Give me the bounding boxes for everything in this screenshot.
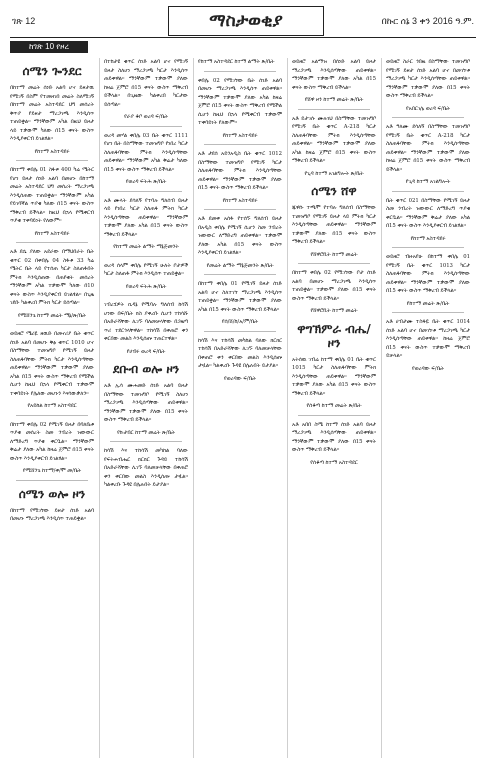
notice-separator bbox=[16, 415, 88, 416]
notice-separator bbox=[392, 247, 464, 248]
notice-issuer: የከተማ አስተዳደሩ bbox=[222, 132, 258, 139]
notice-text: ጁዋሱ ተጫሞ የተባሉ ግለሰብ በስማቸው ተመዝግቦ የሚገኝ ይዞታ ላይ ምትክ ካርታ እንዲሰጣቸው ጠይቀዋል። ማንኛውም ተቃውሞ ያለው በ15 ቀናት ውስጥ ማቅረብ ይችላል። bbox=[292, 205, 376, 245]
notice-separator bbox=[204, 71, 276, 72]
notice-issuer: የሸዋ ዞን ከተማ መሬት ጽ/ቤት bbox=[304, 97, 364, 103]
notice-issuer: የከተማ አስተዳደሩ bbox=[222, 197, 258, 204]
notice-separator bbox=[110, 441, 182, 442]
notice-issuer: የአይከል ከተማ አስተዳደር bbox=[27, 403, 77, 409]
continued-label: ከገጽ 10 የዞረ bbox=[10, 41, 88, 53]
notice-issuer: የወረዳው ፍ/ቤት bbox=[224, 375, 256, 382]
column-1 bbox=[10, 58, 94, 758]
notice-separator bbox=[392, 191, 464, 192]
notice-issuer: የኩታበር ከተማ መሬት ጽ/ቤት bbox=[117, 429, 175, 436]
notice-text: በከተማ ቀበሌ 01 የሚገኝ ይዞታ ሰነድ አልባ ሆኖ ስለተገኘ ማረጋገጫ እንዲሰጥ ተጠይቋል። ማንኛውም ተቃውሞ ያለው አካል በ15 ቀናት ውስጥ ማቅረብ ይችላል። bbox=[198, 281, 282, 313]
notice-issuer: የመሬት ልማት ማኔጅመንት ጽ/ቤት bbox=[206, 262, 274, 269]
notice-issuer: የከተማ መሬት ልማት ማኔጅመንት bbox=[113, 244, 179, 250]
notice-text: ወይዘሮ ሜሪዬ ዘዉድ በመኖሪያ ቤት ቁጥር ሰነድ አልባ በመሆኑ ቅፅ ቁጥር 1010 ሆኖ በስማቸው ተመዝግቦ የሚገኝ ይዞታ ስለጠፋባቸው ምትክ ካርታ እንዲሰጣቸው ጠይቀዋል። ማንኛውም ተቃውሞ ያለው አካል በ15 ቀናት ውስጥ ማቅረብ የሚችል ሲሆን ከዚህ በኋላ የሚቀርብ ተቃውሞ ተቀባይነት የሌለው መሆኑን እናሳውቃለን። bbox=[10, 331, 94, 397]
notice-separator bbox=[204, 144, 276, 145]
region-heading: ሰሜን ወሎ ዞን bbox=[18, 486, 86, 501]
notice-text: አቶ ይታገሱ ሙሉነህ በስማቸው ተመዝግቦ የሚገኝ ቤት ቁጥር A-218 ካርታ ስለጠፋባቸው ምትክ እንዲሰጣቸው ጠይቀዋል። ማንኛውም ተቃውሞ ያለው አካል ከዛሬ ጀምሮ በ15 ቀናት ውስጥ ማቅረብ ይችላል። bbox=[292, 115, 376, 164]
column-5 bbox=[386, 58, 470, 758]
column-divider bbox=[193, 58, 194, 758]
notice-issuer: የራያ ቆቦ ወረዳ ፍ/ቤት bbox=[124, 114, 168, 120]
page-header bbox=[10, 6, 476, 36]
notice-separator bbox=[16, 242, 88, 243]
notice-separator bbox=[392, 312, 464, 313]
notice-text: አቶ ታደሰ አይንአዲስ ቤት ቁጥር 1012 በስማቸው ተመዝግቦ የሚገኝ ካርታ ስለጠፋባቸው ምትክ እንዲሰጣቸው ጠይቀዋል። ማንኛውም ተቃውሞ ያለው በ15 ቀናት ውስጥ ማቅረብ ይችላል። bbox=[198, 151, 282, 191]
column-divider bbox=[381, 58, 382, 758]
notice-issuer: የወረዳ ፍትሕ ጽ/ቤት bbox=[125, 179, 167, 185]
region-heading: ሰሜን ጐንደር bbox=[22, 64, 82, 78]
notice-text: ቀበሌ 02 የሚገኘው ቤት ሰነድ አልባ በመሆኑ ማረጋገጫ እንዲሰጥ ጠይቀዋል። ማንኛውም ተቃውሞ ያለው አካል ከዛሬ ጀምሮ በ15 ቀናት ውስጥ ማቅረብ የሚችል ሲሆን ከዚህ በኋላ የሚቀርብ ተቃውሞ ተቀባይነት የለውም። bbox=[198, 77, 282, 126]
notice-text: በከተማ ቀበሌ 02 የሚገኘው ቦታ ሰነድ አልባ በመሆኑ ማረጋገጫ እንዲሰጥ ተጠይቋል። ተቃውሞ ያለው በ15 ቀናት ውስጥ ማቅረብ ይችላል። bbox=[292, 270, 376, 302]
notice-issuer: የሸዋሮቢት ከተማ መሬት bbox=[310, 308, 358, 314]
notice-text: በከተማ መሬት ሰነድ አልባ ሆኖ ይዞታዉ የሚገኝ በስም የተመዘገበ መሬት ስለሚገኝ በከተማ መሬት አስተዳደር ህግ መሰረት ቅጥያ የይዞታ ማረጋገጫ እንዲሰጥ ተጠይቋል። ማንኛውም አካል በዚህ ይዞታ ላይ ተቃውሞ ካለው በ15 ቀናት ውስጥ እንዲያቀርብ ይገልፃል። bbox=[10, 85, 94, 142]
notice-issuer: የሀብሩ ወረዳ ፍ/ቤት bbox=[126, 348, 166, 355]
notice-text: አቶ ዓለሙ ደሳለኝ በስማቸው ተመዝግቦ የሚገኝ ቤት ቁጥር A-218 ካርታ ስለጠፋባቸው ምትክ እንዲሰጣቸው ጠይቀዋል። ማንኛውም ተቃውሞ ያለው ከዛሬ ጀምሮ በ15 ቀናት ውስጥ ማቅረብ ይችላል። bbox=[386, 124, 470, 173]
issue-dateline: በኩር ሰኔ 3 ቀን 2016 ዓ.ም. bbox=[381, 16, 474, 26]
notice-issuer: የከተማ አስተዳደሩ bbox=[34, 148, 70, 155]
region-heading: ዋግኽምራ ብሔ/ዞን bbox=[297, 321, 371, 350]
notice-text: ቤት ቁጥር 021 በስማቸው የሚገኝ ይዞታ ስመ ንብረት ዝውውር ለማድረግ ጥያቄ ቀርቧል። ማንኛውም ቅሬታ ያለው አካል በ15 ቀናት ውስጥ እንዲያቀርብ ይገልፃል። bbox=[386, 197, 470, 229]
column-divider bbox=[287, 58, 288, 758]
notice-text: በከተማ ቀበሌ 02 የሚገኝ ይዞታ በባለቤቱ ጥያቄ መሰረት ስመ ንብረት ዝውውር ለማድረግ ጥያቄ ቀርቧል። ማንኛውም ቅሬታ ያለው አካል ከዛሬ ጀምሮ በ15 ቀናት ውስጥ እንዲያቀርብ ይገልፃል። bbox=[10, 421, 94, 462]
notice-separator bbox=[298, 109, 370, 110]
notice-text: አቶ አበበ ስሜ ከተማ ሰነድ አልባ ይዞታ ማረጋገጫ እንዲሰጣቸው ጠይቀዋል። ማንኛውም ተቃውሞ ያለው በ15 ቀናት ውስጥ ማቅረብ ይችላል። bbox=[292, 421, 376, 453]
notice-text: ወይዘሮ አልማዝ በሰነድ አልባ ይዞታ ማረጋገጫ እንዲሰጣቸው ጠይቀዋል። ማንኛውም ተቃውሞ ያለው አካል በ15 ቀናት ውስጥ ማቅረብ ይችላል። bbox=[292, 59, 376, 91]
notice-text: ወረዳ ሰላም ቀበሌ የሚገኝ ሁለት ቦታዎች ካርታ ስለጠፋ ምትክ እንዲሰጥ ተጠይቋል። bbox=[104, 262, 188, 277]
region-heading: ሰሜን ሸዋ bbox=[311, 184, 357, 198]
notice-issuer: የከተማ አስተዳደሩ bbox=[34, 230, 70, 237]
notice-text: ከሳሽ እና ተከሳሽ መካከል ባለው ክርክር ተከሳሽ በአድራሻቸው ሊገኙ ባለመቻላቸው በቀጠሮ ቀን ቀርበው መልስ እንዲሰጡ ታዟል። ካልቀረቡ ጉዳዩ በሌሉበት ይታያል። bbox=[198, 337, 282, 369]
notice-text: አቶ ሀብታሙ ተስፋዬ ቤት ቁጥር 1014 ሰነድ አልባ ሆኖ በመገኘቱ ማረጋገጫ ካርታ እንዲሰጣቸው ጠይቀዋል። ከዛሬ ጀምሮ በ15 ቀናት ውስጥ ተቃውሞ ማቅረብ ይቻላል። bbox=[386, 319, 470, 359]
notice-issuer: የሰ/ሸ/ከ/አ/ም/ቤት bbox=[221, 319, 259, 325]
notice-separator bbox=[204, 331, 276, 332]
notice-text: በከተማ ቀበሌ 01 ስፋቱ 400 ካሬ ሜትር የሆነ ይዞታ ሰነድ አልባ በመሆኑ በከተማ መሬት አስተዳደር ህግ መሰረት ማረጋገጫ እንዲሰጠው ተጠይቋል። ማንኛውም አካል የይገባኛል ጥያቄ ካለው በ15 ቀናት ውስጥ ማቅረብ ይችላል። ከዚህ በኋላ የሚቀርብ ጥያቄ ተቀባይነት የለውም። bbox=[10, 167, 94, 224]
notice-issuer: የከተማ አስተዳደሩ bbox=[410, 235, 446, 242]
region-heading: ደቡብ ወሎ ዞን bbox=[112, 362, 180, 376]
notice-issuer: የሚሸንጌ ከተማ/ቀ/ሞ መ/ቤት bbox=[22, 468, 82, 474]
section-masthead: ማስታወቂያ bbox=[168, 6, 324, 36]
notice-text: ገብረሂዎት ኪዳኔ የሚባሉ ግለሰብ ከሳሽ ሆነው በፍ/ቤት ክስ ያቀረቡ ሲሆን ተከሳሹ በአድራሻቸው ሊገኙ ባለመቻላቸው በጋዜጣ ጥሪ ተደርጎላቸዋል። ተከሳሽ በቀጠሮ ቀን ቀርበው መልስ እንዲሰጡ ተጠርተዋል። bbox=[104, 302, 188, 342]
notice-issuer: የወረዳው ፍ/ቤት bbox=[412, 365, 444, 372]
notice-separator bbox=[110, 191, 182, 192]
notice-text: አቶ ኢሳ ሙሐመድ ሰነድ አልባ ይዞታ በስማቸው ተመዝግቦ የሚገኝ ስለሆነ ማረጋገጫ እንዲሰጣቸው ጠይቀዋል። ማንኛውም ተቃውሞ ያለው በ15 ቀናት ውስጥ ማቅረብ ይችላል። bbox=[104, 383, 188, 423]
notice-text: አቶ ሙላት ደሳለኝ የተባሉ ግለሰብ ይዞታ ላይ የነበረ ካርታ ስለጠፋ ምትክ ካርታ እንዲሰጣቸው ጠይቀዋል። ማንኛውም ተቃውሞ ያለው አካል በ15 ቀናት ውስጥ ማቅረብ ይችላል። bbox=[104, 197, 188, 238]
notice-issuer: የሸዋሮቢት ከተማ መሬት bbox=[310, 251, 358, 258]
notice-text: በከተማ የሚገኘው ይዞታ ሰነድ አልባ በመሆኑ ማረጋገጫ እንዲሰጥ ተጠይቋል። bbox=[10, 507, 94, 522]
notice-text: ወይዘሮ ብዙአየሁ በከተማ ቀበሌ 01 የሚገኝ ቤት ቁጥር 1013 ካርታ ስለጠፋባቸው ምትክ እንዲሰጣቸው ጠይቀዋል። ማንኛውም ተቃውሞ ያለው በ15 ቀናት ውስጥ ማቅረብ ይችላል። bbox=[386, 254, 470, 294]
notice-issuer: የሚሸንጌ ከተማ መሬት ማኔ/ጽ/ቤት bbox=[18, 312, 86, 319]
column-3 bbox=[198, 58, 282, 758]
column-4 bbox=[292, 58, 376, 758]
notice-separator bbox=[110, 256, 182, 257]
notice-separator bbox=[16, 160, 88, 161]
notice-issuer: የከተማ መሬት ጽ/ቤት bbox=[406, 300, 450, 307]
notice-text: ወረዳ መሃል ቀበሌ 03 ቤት ቁጥር 1111 የሆነ ቤት በስማቸው ተመዝግቦ የነበረ ካርታ ስለጠፋባቸው ምትክ እንዲሰጣቸው ጠይቀዋል። ማንኛውም አካል ቅሬታ ካለው በ15 ቀናት ውስጥ ማቅረብ ይችላል። bbox=[104, 132, 188, 173]
column-2 bbox=[104, 58, 188, 758]
header-rule bbox=[10, 37, 476, 38]
notice-text: ወይዘሮ ስራር ጎበዜ በስማቸው ተመዝግቦ የሚገኝ ይዞታ ሰነድ አልባ ሆኖ በመገኘቱ ማረጋገጫ ካርታ እንዲሰጣቸው ጠይቀዋል። ማንኛውም ተቃውሞ ያለው በ15 ቀናት ውስጥ ማቅረብ ይችላል። bbox=[386, 59, 470, 99]
notice-issuer: የጊዳ ከተማ አገልግሎት ጽ/ቤት bbox=[304, 170, 364, 177]
notice-text: ከሳሽ እና ተከሳሽ መካከል ባለው የፍትሐብሔር ክርክር ጉዳይ ተከሳሽ በአድራሻቸው ሊገኙ ባለመቻላቸው በቀጠሮ ቀን ቀርበው መልስ እንዲሰጡ ታዟል። ካልቀረቡ ጉዳዩ በሌሉበት ይታያል። bbox=[104, 448, 188, 488]
column-divider bbox=[99, 58, 100, 758]
notice-issuer: የሰቆጣ ከተማ አስተዳደር bbox=[310, 459, 358, 466]
notice-text: አቶ ደሴ ያለው አደራው በማህበራት ቤት ቁጥር 02 በቀበሌ 04 ስፋቱ 33 ካሬ ሜትር ቤት ላይ የተሰጠ ካርታ ስለጠፋበት ምትክ እንዲሰጠው በጠየቁት መሰረት ማንኛውም አካል ተቃውሞ ካለው በ10 ቀናት ውስጥ እንዲያቀርብ ይገልፃል። በጊዜ ገደቡ ካልቀረበ ምትክ ካርታ ይሰጣል። bbox=[10, 249, 94, 306]
notice-separator bbox=[298, 415, 370, 416]
notice-text: የከተማ አስተዳደር ከተማ ልማት ጽ/ቤት bbox=[198, 59, 275, 65]
notice-text: በተከታዩ ቁጥር ሰነድ አልባ ሆኖ የሚገኝ ይዞታ ስለሆነ ማረጋገጫ ካርታ እንዲሰጥ ጠይቀዋል። ማንኛውም ተቃውሞ ያለው ከዛሬ ጀምሮ በ15 ቀናት ውስጥ ማቅረብ ይችላል። በጊዜው ካልቀረበ ካርታው ይሰጣል። bbox=[104, 59, 188, 108]
notice-separator bbox=[110, 295, 182, 296]
notice-separator bbox=[204, 209, 276, 210]
notice-separator bbox=[110, 126, 182, 127]
notice-issuer: የሰቆጣ ከተማ መሬት ጽ/ቤት bbox=[306, 403, 362, 409]
notice-text: አቶ ደመቀ አሰፋ የተሰኙ ግለሰብ ይዞታ በአዲስ ቀበሌ የሚገኝ ሲሆን ስመ ንብረት ዝውውር ለማድረግ ጠይቀዋል። ተቃውሞ ያለው አካል በ15 ቀናት ውስጥ እንዲያቀርብ ይገልፃል። bbox=[198, 216, 282, 256]
notice-separator bbox=[16, 480, 88, 481]
notice-issuer: የጊዳ ከተማ አገልግሎት bbox=[405, 179, 451, 185]
notice-separator bbox=[392, 117, 464, 118]
notice-separator bbox=[204, 274, 276, 275]
notice-issuer: የወረዳ ፍትሕ ጽ/ቤት bbox=[125, 283, 167, 290]
notice-issuer: የአበርገሌ ወረዳ ፍ/ቤት bbox=[406, 105, 450, 112]
notice-text: አትሰዉ ገብሬ ከተማ ቀበሌ 01 ቤት ቁጥር 1015 ካርታ ስለጠፋባቸው ምትክ እንዲሰጣቸው ጠይቀዋል። ማንኛውም ተቃውሞ ያለው አካል በ15 ቀናት ውስጥ ማቅረብ ይችላል። bbox=[292, 356, 376, 397]
page-number: ገጽ 12 bbox=[12, 16, 36, 26]
notice-separator bbox=[298, 263, 370, 264]
notice-separator bbox=[16, 324, 88, 325]
